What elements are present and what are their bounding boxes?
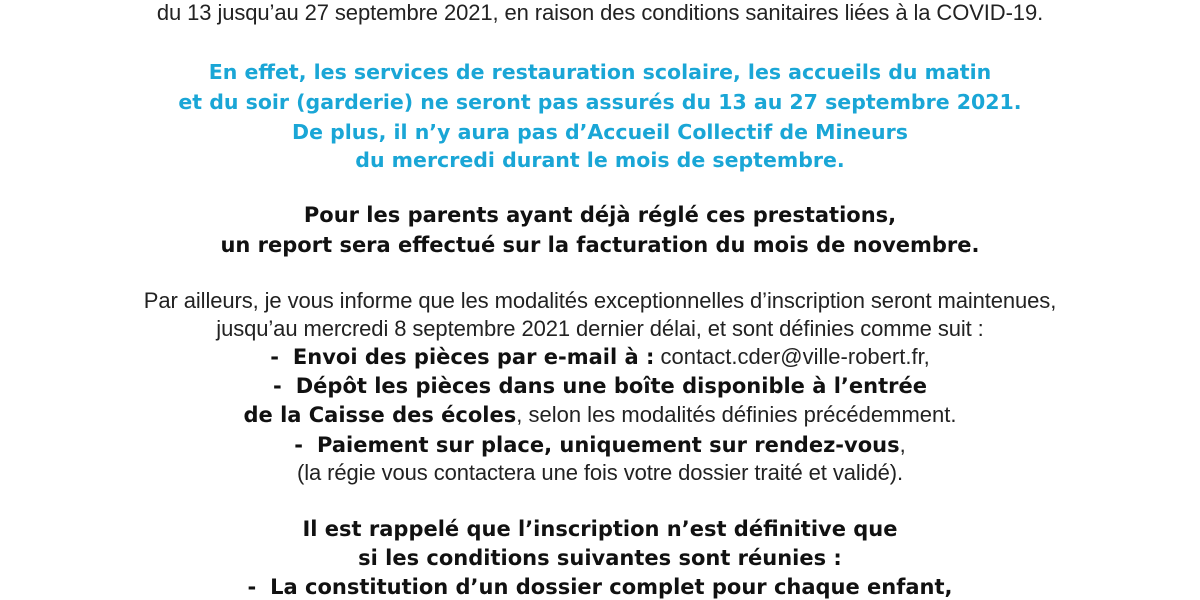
services-line-1: En effet, les services de restauration scolaire, les accueils du matin bbox=[208, 60, 992, 84]
deposit-note: , selon les modalités définies précédemment. bbox=[516, 402, 957, 427]
deposit-label-2: de la Caisse des écoles bbox=[243, 403, 517, 427]
modality-deposit-continuation bbox=[0, 404, 1200, 426]
payment-comma: , bbox=[899, 432, 906, 457]
modality-payment-item bbox=[0, 434, 1200, 456]
payment-label: Paiement sur place, uniquement sur rendez-vous bbox=[317, 433, 900, 457]
reminder-line-2: si les conditions suivantes sont réunies : bbox=[358, 546, 842, 570]
condition-item-1 bbox=[0, 577, 1200, 598]
email-address: contact.cder@ville-robert.fr, bbox=[654, 344, 930, 369]
modality-deposit-item bbox=[0, 376, 1200, 397]
covid-period-line: du 13 jusqu’au 27 septembre 2021, en raison des conditions sanitaires liées à la COVID-19. bbox=[156, 0, 1044, 25]
email-label: Envoi des pièces par e-mail à : bbox=[292, 345, 655, 369]
list-dash: - bbox=[247, 575, 257, 599]
services-line-4: du mercredi durant le mois de septembre. bbox=[355, 148, 845, 172]
services-line-3: De plus, il n’y aura pas d’Accueil Collectif de Mineurs bbox=[292, 120, 908, 144]
refund-line-1: Pour les parents ayant déjà réglé ces prestations, bbox=[303, 203, 897, 227]
refund-line-2: un report sera effectué sur la facturation du mois de novembre. bbox=[220, 233, 980, 257]
list-dash: - bbox=[294, 433, 304, 457]
modalities-intro-line-2: jusqu’au mercredi 8 septembre 2021 dernier délai, et sont définies comme suit : bbox=[216, 316, 984, 341]
list-dash: - bbox=[270, 345, 279, 369]
modality-email-item bbox=[0, 346, 1200, 368]
payment-note: (la régie vous contactera une fois votre dossier traité et validé). bbox=[297, 460, 903, 485]
reminder-line-1: Il est rappelé que l’inscription n’est définitive que bbox=[302, 517, 898, 541]
modalities-intro-line-1: Par ailleurs, je vous informe que les modalités exceptionnelles d’inscription seront maintenues, bbox=[143, 288, 1057, 313]
list-dash: - bbox=[273, 374, 282, 398]
condition-text: La constitution d’un dossier complet pour chaque enfant, bbox=[270, 575, 953, 599]
deposit-label-1: Dépôt les pièces dans une boîte disponible à l’entrée bbox=[295, 374, 927, 398]
services-line-2: et du soir (garderie) ne seront pas assurés du 13 au 27 septembre 2021. bbox=[178, 90, 1022, 114]
